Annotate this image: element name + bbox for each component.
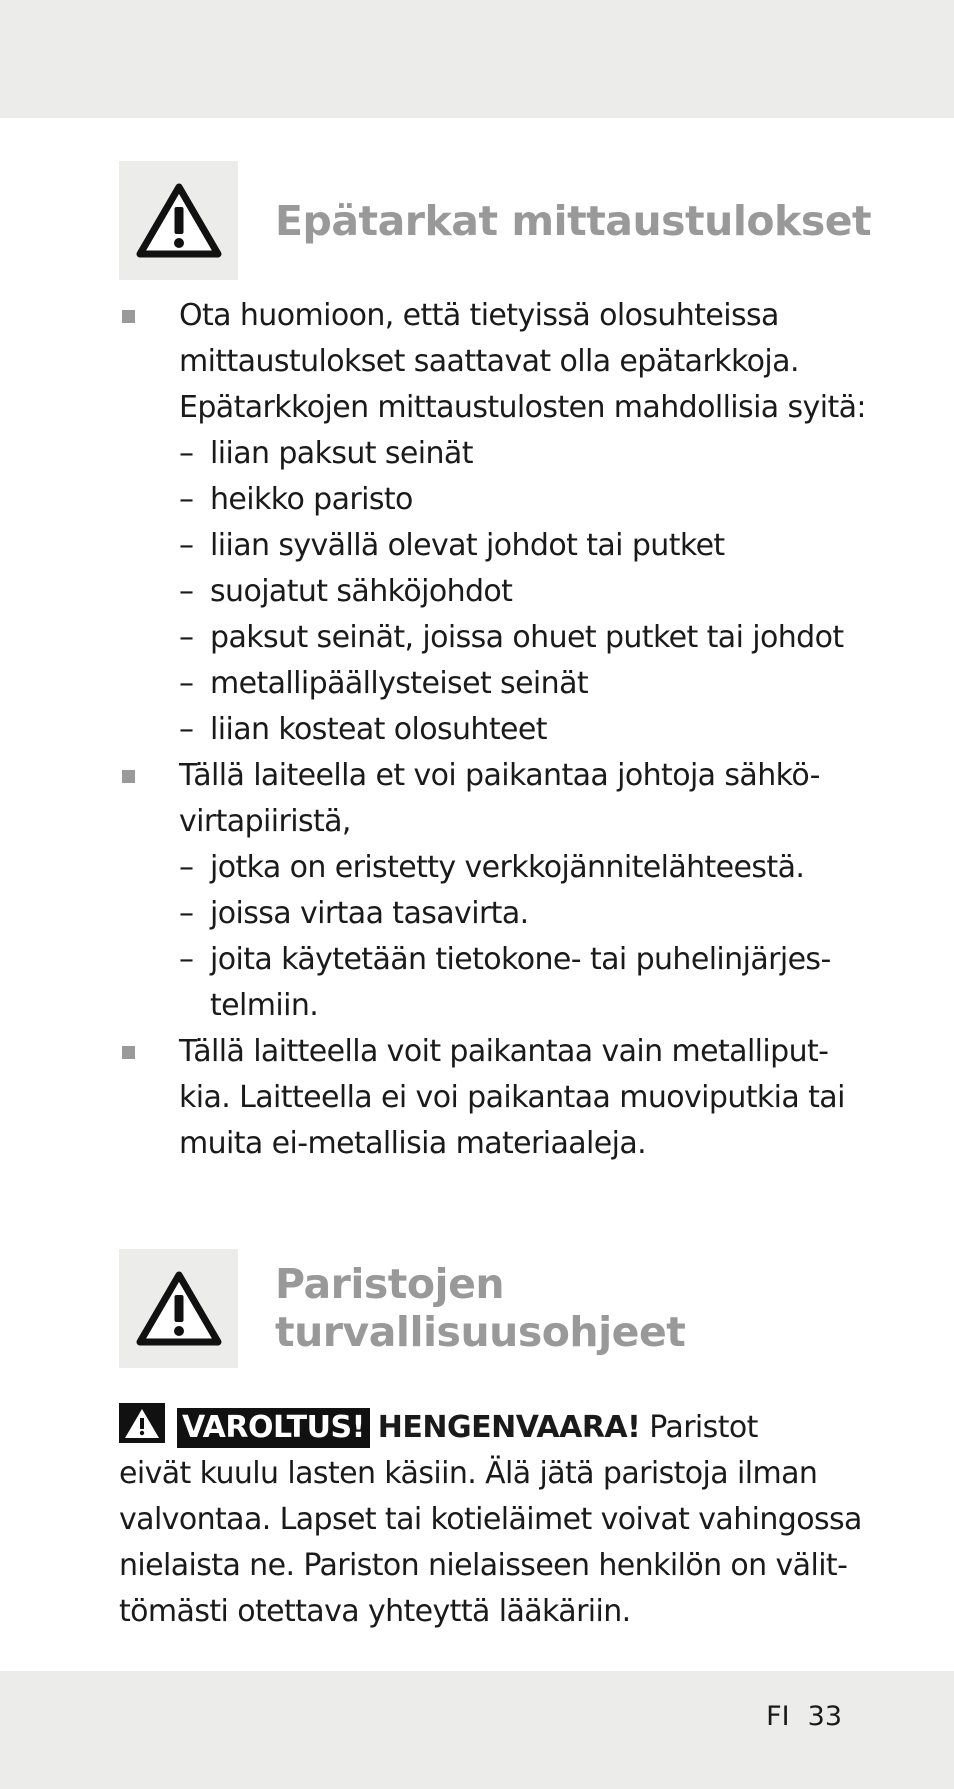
sub-item	[179, 431, 839, 477]
dash-marker: –	[179, 942, 194, 977]
sub-item	[179, 891, 839, 937]
warning-triangle-icon	[134, 1269, 224, 1349]
section-title	[275, 1260, 685, 1356]
sub-item-line: heikko paristo	[210, 482, 413, 517]
title-line: Paristojen	[275, 1260, 505, 1308]
sub-item-line: joissa virtaa tasavirta.	[210, 896, 529, 931]
sub-item	[179, 661, 839, 707]
list-item-line: muita ei-metallisia materiaaleja.	[179, 1126, 647, 1161]
bullet-square-icon	[122, 310, 135, 323]
warning-label-icon	[119, 1403, 165, 1443]
dash-marker: –	[179, 482, 194, 517]
list-item-line: mittaustulokset saattavat olla epätarkkoja.	[179, 344, 799, 379]
warning-box	[119, 161, 238, 280]
sub-item-line: liian syvällä olevat johdot tai putket	[210, 528, 725, 563]
sub-item-line: suojatut sähköjohdot	[210, 574, 513, 609]
sub-item	[179, 845, 839, 891]
warning-text-line: nielaista ne. Pariston nielaisseen henkilön on välit-	[119, 1548, 848, 1583]
sub-item-line: metallipäällysteiset seinät	[210, 666, 589, 701]
sub-item-line: liian paksut seinät	[210, 436, 473, 471]
top-band	[0, 0, 954, 118]
list-item-line: virtapiiristä,	[179, 804, 351, 839]
dash-marker: –	[179, 574, 194, 609]
warning-text-line: valvontaa. Lapset tai kotieläimet voivat vahingossa	[119, 1502, 862, 1537]
list-item-line: Ota huomioon, että tietyissä olosuhteissa	[179, 298, 779, 333]
sub-item	[179, 477, 839, 523]
sub-item	[179, 569, 839, 615]
measurement-notes-list	[119, 293, 866, 1167]
sub-item-line: liian kosteat olosuhteet	[210, 712, 547, 747]
list-item-line: Epätarkkojen mittaustulosten mahdollisia syitä:	[179, 390, 866, 425]
list-item	[119, 1029, 845, 1167]
list-item-line: Tällä laiteella et voi paikantaa johtoja sähkö-	[179, 758, 820, 793]
sub-item	[179, 615, 844, 661]
sub-item-line: joita käytetään tietokone- tai puhelinjärjes-	[210, 942, 831, 977]
warning-box	[119, 1249, 238, 1368]
page-number: 33	[807, 1701, 842, 1732]
list-item-line: kia. Laitteella ei voi paikantaa muoviputkia tai	[179, 1080, 845, 1115]
sub-item-line: jotka on eristetty verkkojännitelähteestä.	[210, 850, 805, 885]
warning-first-line	[119, 1403, 849, 1451]
title-line: turvallisuusohjeet	[275, 1308, 686, 1356]
dash-marker: –	[179, 712, 194, 747]
battery-warning-paragraph	[119, 1403, 862, 1635]
danger-label: HENGENVAARA!	[377, 1410, 641, 1445]
language-code: FI	[766, 1701, 790, 1732]
bullet-square-icon	[122, 1046, 135, 1059]
warning-text: Paristot	[649, 1410, 758, 1445]
sub-item-line: paksut seinät, joissa ohuet putket tai johdot	[210, 620, 844, 655]
sub-item	[179, 937, 839, 1029]
list-item	[119, 753, 839, 1029]
dash-marker: –	[179, 850, 194, 885]
dash-marker: –	[179, 436, 194, 471]
bullet-square-icon	[122, 770, 135, 783]
dash-marker: –	[179, 620, 194, 655]
section-title: Epätarkat mittaustulokset	[275, 197, 872, 245]
list-item-line: Tällä laitteella voit paikantaa vain metalliput-	[179, 1034, 829, 1069]
warning-label: VAROLTUS!	[177, 1408, 370, 1448]
dash-marker: –	[179, 666, 194, 701]
sub-item-line: telmiin.	[210, 988, 319, 1023]
warning-text-line: eivät kuulu lasten käsiin. Älä jätä paristoja ilman	[119, 1456, 818, 1491]
warning-text-line: tömästi otettava yhteyttä lääkäriin.	[119, 1594, 631, 1629]
page-footer	[766, 1694, 842, 1740]
dash-marker: –	[179, 896, 194, 931]
sub-item	[179, 523, 839, 569]
sub-item	[179, 707, 839, 753]
dash-marker: –	[179, 528, 194, 563]
list-item	[119, 293, 866, 753]
warning-triangle-icon	[134, 181, 224, 261]
